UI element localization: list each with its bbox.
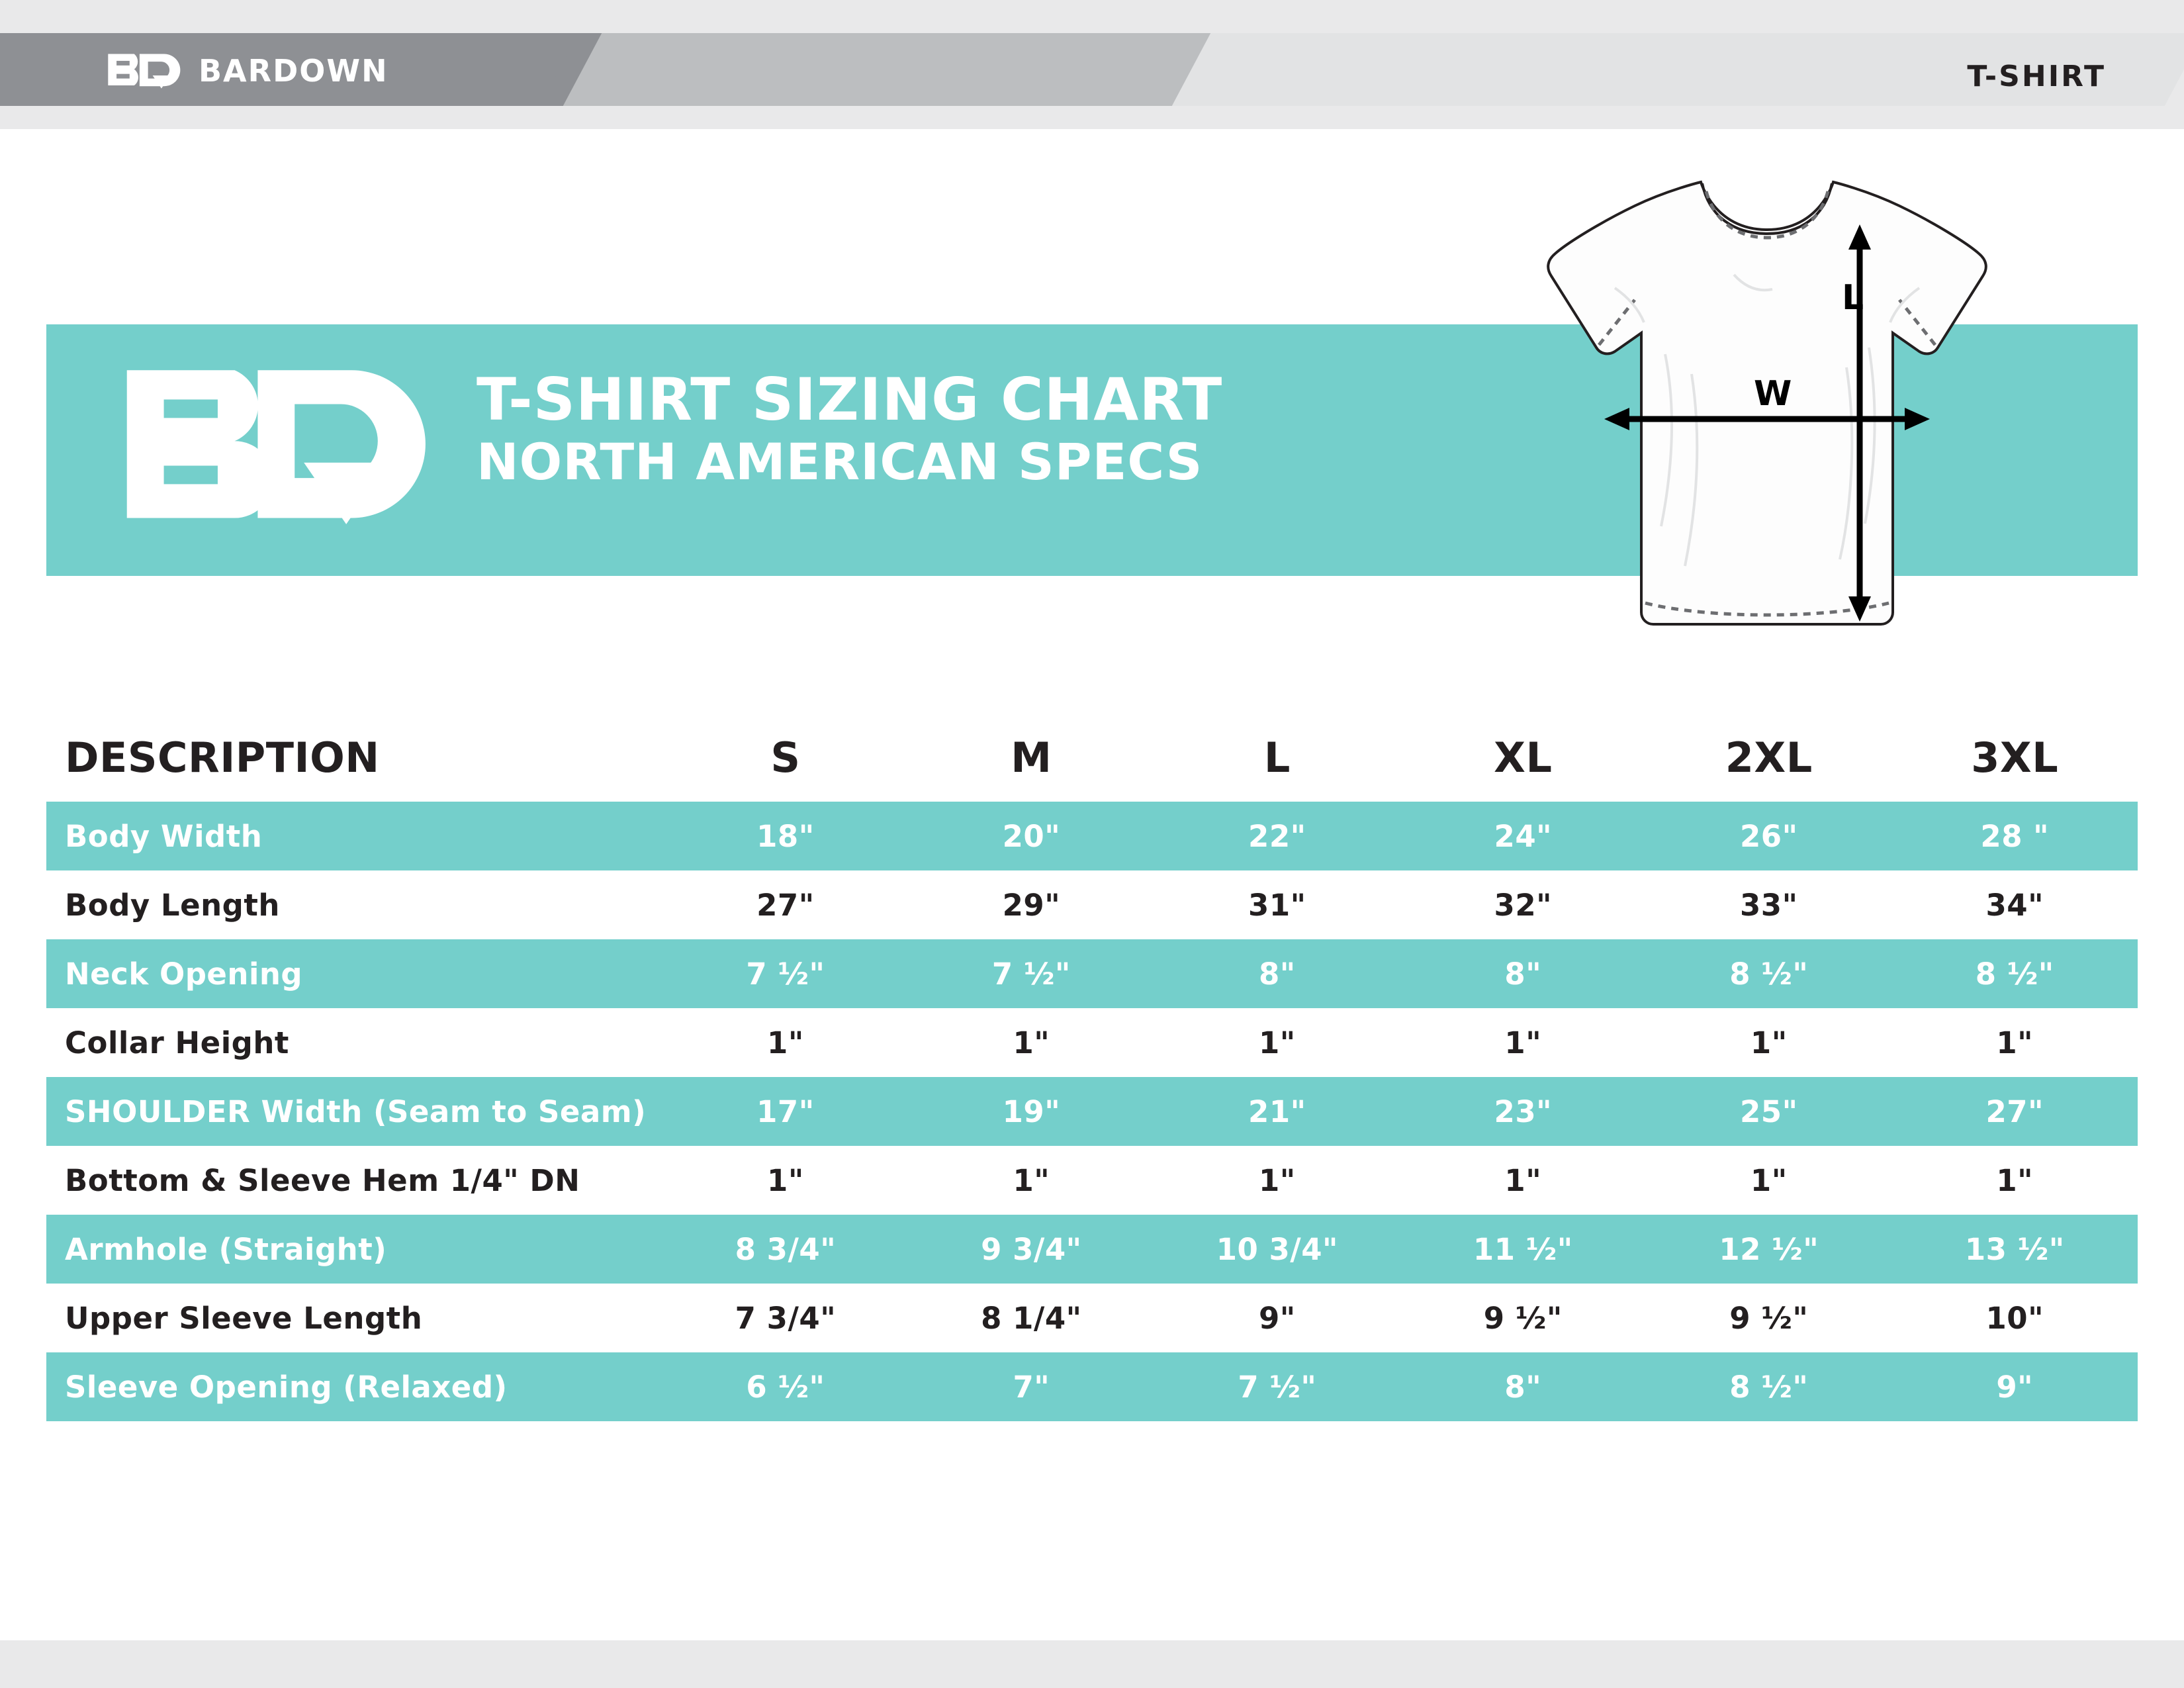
banner-subtitle: NORTH AMERICAN SPECS bbox=[477, 432, 1203, 492]
row-label: Sleeve Opening (Relaxed) bbox=[65, 1369, 508, 1405]
page-footer-band bbox=[0, 1640, 2184, 1688]
cell-m: 7" bbox=[1013, 1369, 1050, 1405]
cell-3xl: 9" bbox=[1996, 1369, 2034, 1405]
column-header-s: S bbox=[770, 733, 801, 782]
page-header bbox=[0, 0, 2184, 129]
cell-3xl: 13 ½" bbox=[1964, 1231, 2065, 1267]
length-dimension-label: L bbox=[1842, 278, 1864, 318]
column-header-description: DESCRIPTION bbox=[65, 733, 380, 782]
cell-m: 1" bbox=[1013, 1025, 1050, 1060]
cell-s: 18" bbox=[756, 818, 815, 854]
document-type-label: T-SHIRT bbox=[1967, 60, 2106, 93]
brand-name: BARDOWN bbox=[199, 53, 388, 89]
table-row bbox=[46, 1352, 2138, 1421]
cell-xl: 8" bbox=[1504, 956, 1542, 992]
row-label: SHOULDER Width (Seam to Seam) bbox=[65, 1094, 647, 1129]
cell-m: 7 ½" bbox=[991, 956, 1071, 992]
cell-2xl: 1" bbox=[1750, 1025, 1788, 1060]
cell-l: 1" bbox=[1258, 1162, 1296, 1198]
bd-logo-icon bbox=[119, 364, 430, 530]
table-row bbox=[46, 802, 2138, 870]
table-header-row bbox=[46, 728, 2138, 802]
cell-s: 8 3/4" bbox=[735, 1231, 837, 1267]
table-header bbox=[46, 728, 2138, 802]
column-header-2xl: 2XL bbox=[1725, 733, 1813, 782]
cell-l: 7 ½" bbox=[1238, 1369, 1317, 1405]
row-label: Upper Sleeve Length bbox=[65, 1300, 423, 1336]
table-row bbox=[46, 1215, 2138, 1284]
cell-s: 6 ½" bbox=[746, 1369, 825, 1405]
banner-title: T-SHIRT SIZING CHART bbox=[477, 365, 1223, 434]
cell-l: 9" bbox=[1258, 1300, 1296, 1336]
sizing-table-wrapper bbox=[46, 728, 2138, 1421]
cell-m: 20" bbox=[1002, 818, 1061, 854]
cell-xl: 32" bbox=[1494, 887, 1553, 923]
column-header-xl: XL bbox=[1494, 733, 1553, 782]
cell-s: 1" bbox=[767, 1025, 804, 1060]
cell-m: 29" bbox=[1002, 887, 1061, 923]
cell-m: 8 1/4" bbox=[981, 1300, 1082, 1336]
cell-3xl: 1" bbox=[1996, 1162, 2034, 1198]
cell-xl: 24" bbox=[1494, 818, 1553, 854]
cell-s: 7 ½" bbox=[746, 956, 825, 992]
cell-3xl: 10" bbox=[1985, 1300, 2044, 1336]
cell-l: 21" bbox=[1248, 1094, 1306, 1129]
tshirt-diagram bbox=[1535, 156, 1999, 705]
cell-s: 7 3/4" bbox=[735, 1300, 837, 1336]
cell-3xl: 34" bbox=[1985, 887, 2044, 923]
cell-l: 8" bbox=[1258, 956, 1296, 992]
cell-2xl: 12 ½" bbox=[1719, 1231, 1819, 1267]
cell-2xl: 8 ½" bbox=[1729, 956, 1809, 992]
cell-3xl: 28 " bbox=[1980, 818, 2050, 854]
cell-2xl: 8 ½" bbox=[1729, 1369, 1809, 1405]
cell-xl: 9 ½" bbox=[1483, 1300, 1563, 1336]
cell-3xl: 27" bbox=[1985, 1094, 2044, 1129]
cell-l: 1" bbox=[1258, 1025, 1296, 1060]
bd-logo-icon bbox=[106, 52, 184, 90]
row-label: Neck Opening bbox=[65, 956, 303, 992]
cell-xl: 23" bbox=[1494, 1094, 1553, 1129]
cell-2xl: 33" bbox=[1739, 887, 1798, 923]
cell-m: 9 3/4" bbox=[981, 1231, 1082, 1267]
cell-xl: 8" bbox=[1504, 1369, 1542, 1405]
cell-2xl: 9 ½" bbox=[1729, 1300, 1809, 1336]
title-block bbox=[477, 364, 1222, 490]
cell-s: 17" bbox=[756, 1094, 815, 1129]
cell-xl: 1" bbox=[1504, 1162, 1542, 1198]
cell-2xl: 25" bbox=[1739, 1094, 1798, 1129]
brand bbox=[106, 52, 388, 90]
cell-l: 22" bbox=[1248, 818, 1306, 854]
column-header-3xl: 3XL bbox=[1971, 733, 2059, 782]
row-label: Body Width bbox=[65, 818, 263, 854]
column-header-l: L bbox=[1263, 733, 1291, 782]
cell-2xl: 26" bbox=[1739, 818, 1798, 854]
cell-xl: 11 ½" bbox=[1473, 1231, 1573, 1267]
cell-l: 10 3/4" bbox=[1216, 1231, 1338, 1267]
cell-3xl: 1" bbox=[1996, 1025, 2034, 1060]
row-label: Armhole (Straight) bbox=[65, 1231, 387, 1267]
cell-2xl: 1" bbox=[1750, 1162, 1788, 1198]
cell-s: 1" bbox=[767, 1162, 804, 1198]
table-row bbox=[46, 870, 2138, 939]
width-dimension-label: W bbox=[1754, 374, 1792, 414]
sizing-table bbox=[46, 728, 2138, 1421]
cell-xl: 1" bbox=[1504, 1025, 1542, 1060]
cell-m: 1" bbox=[1013, 1162, 1050, 1198]
column-header-m: M bbox=[1011, 733, 1052, 782]
row-label: Body Length bbox=[65, 887, 280, 923]
table-body bbox=[46, 802, 2138, 1421]
table-row bbox=[46, 1284, 2138, 1352]
table-row bbox=[46, 1077, 2138, 1146]
table-row bbox=[46, 939, 2138, 1008]
table-row bbox=[46, 1146, 2138, 1215]
cell-3xl: 8 ½" bbox=[1975, 956, 2054, 992]
table-row bbox=[46, 1008, 2138, 1077]
cell-m: 19" bbox=[1002, 1094, 1061, 1129]
cell-l: 31" bbox=[1248, 887, 1306, 923]
cell-s: 27" bbox=[756, 887, 815, 923]
row-label: Collar Height bbox=[65, 1025, 289, 1060]
row-label: Bottom & Sleeve Hem 1/4" DN bbox=[65, 1162, 580, 1198]
